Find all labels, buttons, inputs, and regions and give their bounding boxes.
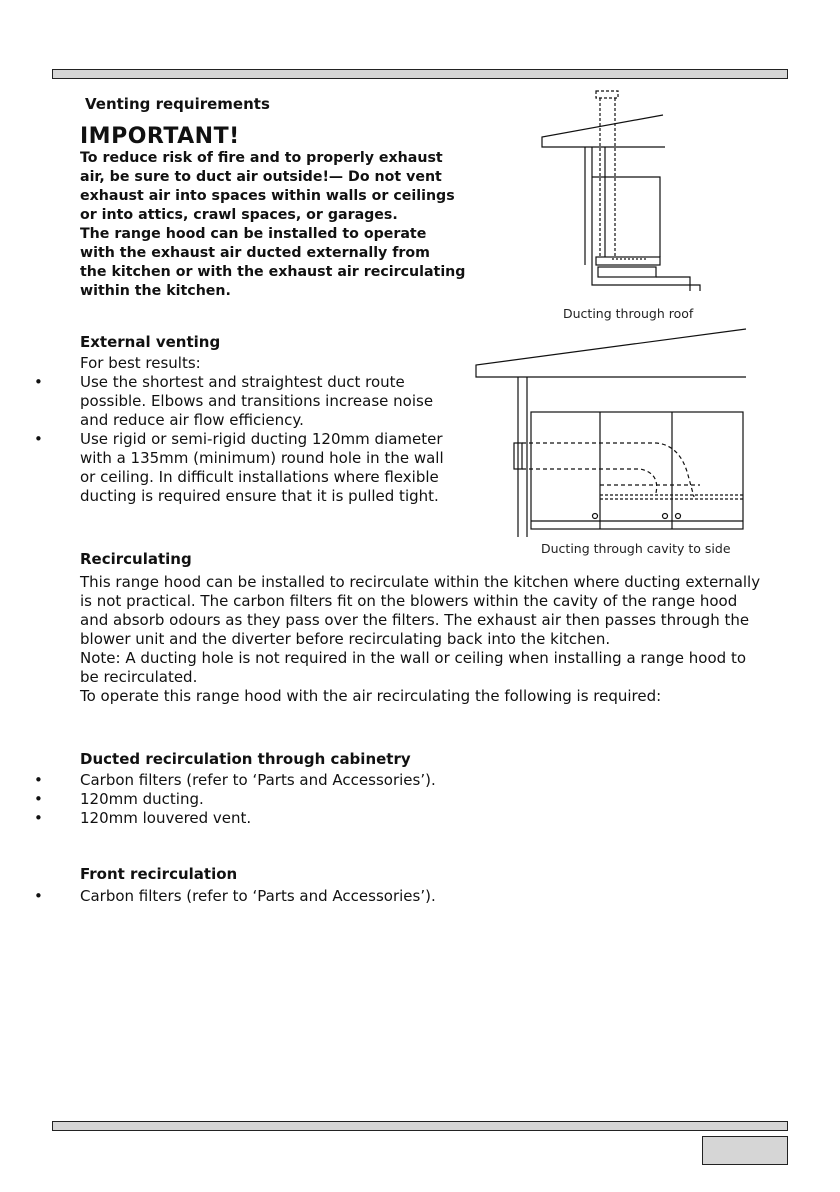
bullet-icon: • bbox=[34, 373, 43, 391]
bullet-icon: • bbox=[34, 887, 43, 905]
important-heading: IMPORTANT! bbox=[80, 124, 240, 149]
important-line: The range hood can be installed to operate bbox=[80, 226, 427, 242]
list-item bbox=[0, 790, 436, 809]
list-item bbox=[0, 373, 444, 430]
important-notice bbox=[80, 149, 480, 301]
section-title-recirculating: Recirculating bbox=[80, 550, 192, 568]
paragraph-line: Note: A ducting hole is not required in the wall or ceiling when installing a range hood to bbox=[80, 649, 746, 667]
list-item bbox=[0, 771, 436, 790]
list-item bbox=[0, 809, 436, 828]
bullet-line: Use the shortest and straightest duct route bbox=[80, 373, 405, 391]
bullet-line: with a 135mm (minimum) round hole in the wall bbox=[80, 449, 444, 467]
important-line: or into attics, crawl spaces, or garages. bbox=[80, 207, 398, 223]
bullet-icon: • bbox=[34, 790, 43, 808]
paragraph-line: blower unit and the diverter before recirculating back into the kitchen. bbox=[80, 630, 611, 648]
bullet-icon: • bbox=[34, 771, 43, 789]
bullet-line: Carbon filters (refer to ‘Parts and Accessories’). bbox=[80, 887, 436, 905]
important-line: air, be sure to duct air outside!— Do not vent bbox=[80, 169, 442, 185]
paragraph-line: is not practical. The carbon filters fit on the blowers within the cavity of the range hood bbox=[80, 592, 738, 610]
important-line: within the kitchen. bbox=[80, 283, 231, 299]
bullet-icon: • bbox=[34, 430, 43, 448]
bullet-line: 120mm louvered vent. bbox=[80, 809, 252, 827]
roof-figure-caption: Ducting through roof bbox=[563, 306, 694, 321]
section-title-front: Front recirculation bbox=[80, 865, 238, 883]
bullet-icon: • bbox=[34, 809, 43, 827]
paragraph-line: be recirculated. bbox=[80, 668, 198, 686]
bullet-line: Carbon filters (refer to ‘Parts and Accessories’). bbox=[80, 771, 436, 789]
recirculating-body bbox=[80, 573, 760, 706]
external-bullet-list bbox=[0, 373, 444, 506]
important-line: the kitchen or with the exhaust air recirculating bbox=[80, 264, 466, 280]
list-item bbox=[0, 430, 444, 506]
section-title-external: External venting bbox=[80, 333, 221, 351]
bullet-line: 120mm ducting. bbox=[80, 790, 204, 808]
bullet-line: Use rigid or semi-rigid ducting 120mm diameter bbox=[80, 430, 443, 448]
section-title-ducted: Ducted recirculation through cabinetry bbox=[80, 750, 411, 768]
external-intro: For best results: bbox=[80, 354, 201, 372]
footer-rule bbox=[52, 1121, 788, 1131]
paragraph-line: To operate this range hood with the air recirculating the following is required: bbox=[80, 687, 662, 705]
important-line: exhaust air into spaces within walls or ceilings bbox=[80, 188, 455, 204]
bullet-line: or ceiling. In difficult installations where flexible bbox=[80, 468, 439, 486]
bullet-line: possible. Elbows and transitions increase noise bbox=[80, 392, 434, 410]
cavity-figure-caption: Ducting through cavity to side bbox=[541, 541, 731, 556]
section-title-venting: Venting requirements bbox=[85, 95, 270, 113]
paragraph-line: and absorb odours as they pass over the filters. The exhaust air then passes through the bbox=[80, 611, 750, 629]
cavity-ducting-diagram bbox=[470, 325, 750, 545]
front-bullet-list bbox=[0, 887, 436, 906]
important-line: To reduce risk of fire and to properly exhaust bbox=[80, 150, 443, 166]
important-line: with the exhaust air ducted externally from bbox=[80, 245, 430, 261]
bullet-line: ducting is required ensure that it is pulled tight. bbox=[80, 487, 439, 505]
paragraph-line: This range hood can be installed to recirculate within the kitchen where ducting externally bbox=[80, 573, 761, 591]
bullet-line: and reduce air flow efficiency. bbox=[80, 411, 304, 429]
list-item bbox=[0, 887, 436, 906]
header-rule bbox=[52, 69, 788, 79]
page-number-box bbox=[702, 1136, 788, 1165]
ducted-bullet-list bbox=[0, 771, 436, 828]
roof-ducting-diagram bbox=[530, 85, 730, 305]
